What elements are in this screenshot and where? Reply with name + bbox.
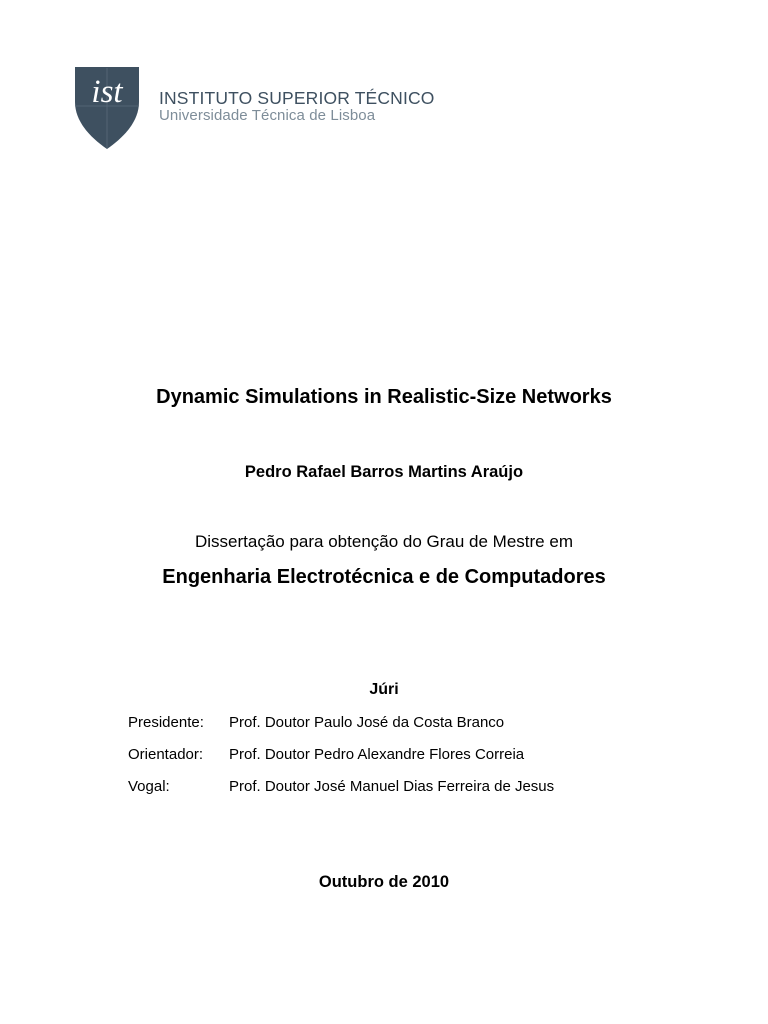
jury-row-orientador — [128, 746, 648, 766]
institution-name: INSTITUTO SUPERIOR TÉCNICO — [159, 88, 435, 108]
dissertation-line: Dissertação para obtenção do Grau de Mestre em — [195, 532, 573, 551]
degree-program: Engenharia Electrotécnica e de Computadores — [162, 566, 606, 588]
ist-shield-logo-icon — [74, 66, 140, 150]
author-name: Pedro Rafael Barros Martins Araújo — [244, 463, 524, 481]
jury-member-name: Prof. Doutor Pedro Alexandre Flores Correia — [229, 746, 525, 763]
jury-row-vogal — [128, 778, 648, 798]
jury-role: Presidente: — [128, 714, 204, 731]
logo-monogram: ist — [91, 74, 123, 110]
institution-header — [74, 66, 435, 150]
university-name: Universidade Técnica de Lisboa — [159, 107, 376, 124]
jury-role: Orientador: — [128, 746, 204, 763]
jury-row-presidente — [128, 714, 648, 734]
jury-member-name: Prof. Doutor José Manuel Dias Ferreira de Jesus — [229, 778, 555, 795]
thesis-title: Dynamic Simulations in Realistic-Size Networks — [156, 386, 612, 408]
submission-date: Outubro de 2010 — [318, 873, 450, 891]
jury-role: Vogal: — [128, 778, 170, 795]
jury-heading: Júri — [369, 681, 399, 698]
jury-member-name: Prof. Doutor Paulo José da Costa Branco — [229, 714, 505, 731]
